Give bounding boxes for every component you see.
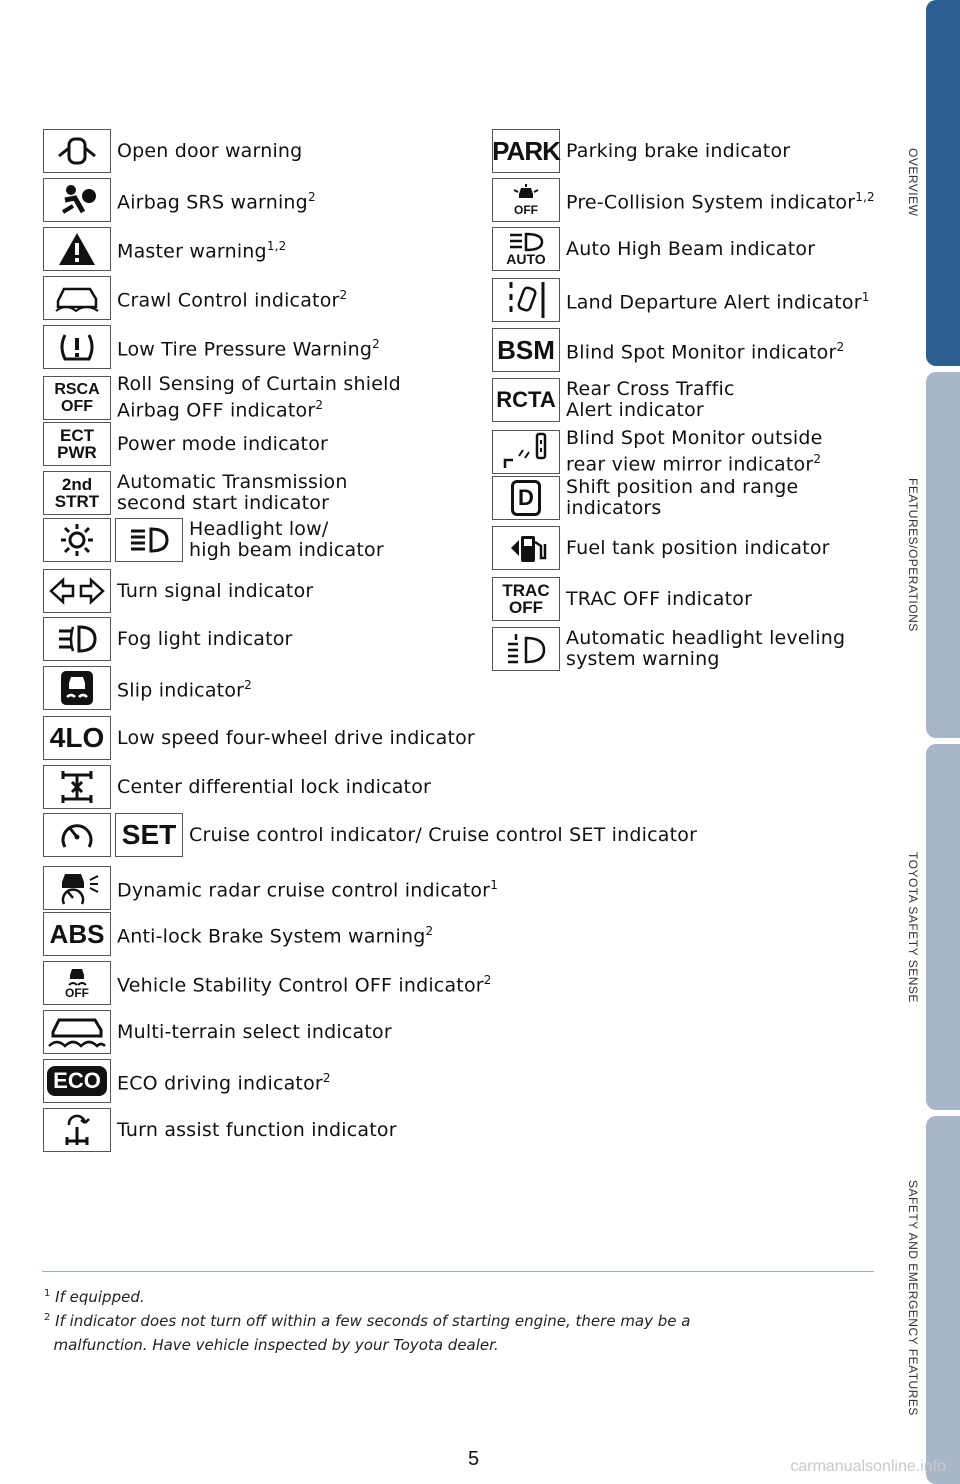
label-rcta-line1: Rear Cross Traffic	[566, 378, 735, 400]
headlight-low-icon	[43, 518, 111, 562]
label-vsc-off-text: Vehicle Stability Control OFF indicator	[117, 974, 484, 997]
tab-features-operations[interactable]	[926, 372, 960, 738]
footnote-2	[44, 1306, 690, 1357]
footnote-2-mark: 2	[44, 1312, 51, 1323]
eco-text: ECO	[53, 1068, 101, 1093]
fuel-tank-icon	[492, 526, 560, 570]
bsm-mirror-icon	[492, 430, 560, 474]
auto-text: AUTO	[506, 250, 546, 267]
master-warning-icon	[43, 227, 111, 271]
label-bsm-text: Blind Spot Monitor indicator	[566, 341, 837, 364]
label-shift-position	[566, 477, 798, 519]
tire-pressure-icon	[43, 325, 111, 369]
shift-position-icon	[492, 476, 560, 520]
indicator-ect-pwr	[43, 422, 328, 466]
rsca-off-text: OFF	[61, 397, 93, 415]
label-headlight-line2: high beam indicator	[189, 539, 384, 561]
crawl-control-icon	[43, 276, 111, 320]
label-leveling-line1: Automatic headlight leveling	[566, 627, 846, 649]
sup-vsc-off: 2	[483, 972, 492, 987]
label-open-door: Open door warning	[117, 139, 303, 162]
trac-off-icon	[492, 577, 560, 621]
label-abs-text: Anti-lock Brake System warning	[117, 925, 426, 948]
open-door-icon	[43, 129, 111, 173]
sup-airbag: 2	[307, 189, 316, 204]
footnote-divider	[42, 1271, 874, 1272]
side-label-safety: SAFETY AND EMERGENCY FEATURES	[906, 1180, 920, 1416]
rsca-text: RSCA	[54, 380, 100, 398]
label-bsm-mirror-line2: rear view mirror indicator	[566, 453, 814, 476]
sup-radar-cruise: 1	[490, 877, 499, 892]
indicator-slip	[43, 666, 252, 710]
sup-tire-pressure: 2	[372, 336, 381, 351]
sup-bsm: 2	[836, 339, 845, 354]
label-lane-departure-text: Land Departure Alert indicator	[566, 291, 862, 314]
sup-bsm-mirror: 2	[813, 452, 822, 466]
indicator-fog-light	[43, 617, 293, 661]
label-tire-pressure-text: Low Tire Pressure Warning	[117, 338, 373, 361]
label-shift-line1: Shift position and range	[566, 476, 799, 498]
indicator-radar-cruise	[43, 866, 498, 910]
label-rcta-line2: Alert indicator	[566, 399, 704, 421]
auto-high-beam-icon	[492, 227, 560, 271]
park-text: PARK	[492, 136, 560, 166]
watermark: carmanualsonline.info	[790, 1458, 946, 1475]
ect-pwr-icon	[43, 422, 111, 466]
label-rsca-line2: Airbag OFF indicator	[117, 399, 316, 422]
indicator-trac-off	[492, 577, 752, 621]
label-fuel-tank: Fuel tank position indicator	[566, 536, 830, 559]
label-leveling-line2: system warning	[566, 648, 720, 670]
label-2nd-strt-line2: second start indicator	[117, 492, 330, 514]
indicator-tire-pressure	[43, 325, 380, 369]
trac-text: TRAC	[502, 581, 550, 600]
label-headlight-line1: Headlight low/	[189, 518, 329, 540]
sup-rsca: 2	[315, 398, 324, 412]
sup-eco: 2	[322, 1070, 331, 1085]
headlight-leveling-icon	[492, 627, 560, 671]
label-lane-departure	[566, 287, 870, 313]
4lo-icon	[43, 716, 111, 760]
center-diff-lock-icon	[43, 765, 111, 809]
side-label-overview: OVERVIEW	[906, 148, 920, 217]
vsc-off-icon	[43, 961, 111, 1005]
sup-lane-departure: 1	[861, 289, 870, 304]
fog-light-icon	[43, 617, 111, 661]
label-bsm	[566, 337, 844, 363]
label-shift-line2: indicators	[566, 497, 662, 519]
indicator-turn-signal	[43, 569, 313, 613]
label-pre-collision-text: Pre-Collision System indicator	[566, 191, 856, 214]
label-eco-text: ECO driving indicator	[117, 1072, 323, 1095]
label-pre-collision	[566, 187, 875, 213]
label-turn-signal: Turn signal indicator	[117, 579, 314, 602]
lane-departure-icon	[492, 278, 560, 322]
pre-collision-off-text: OFF	[514, 202, 538, 217]
indicator-eco	[43, 1059, 331, 1103]
eco-icon	[43, 1059, 111, 1103]
label-rcta	[566, 379, 735, 421]
label-headlight	[189, 519, 384, 561]
2nd-strt-icon	[43, 471, 111, 515]
label-rsca-line1: Roll Sensing of Curtain shield	[117, 373, 401, 395]
sup-abs: 2	[425, 923, 434, 938]
pre-collision-off-icon	[492, 178, 560, 222]
label-master-warning	[117, 236, 287, 262]
footnote-2-text2: malfunction. Have vehicle inspected by your Toyota dealer.	[53, 1336, 499, 1354]
slip-icon	[43, 666, 111, 710]
indicator-headlight-leveling	[492, 627, 845, 671]
multi-terrain-icon	[43, 1010, 111, 1054]
label-airbag	[117, 187, 316, 213]
indicator-multi-terrain	[43, 1010, 392, 1054]
indicator-rsca-off	[43, 374, 401, 421]
label-vsc-off	[117, 970, 492, 996]
sup-slip: 2	[244, 677, 252, 692]
indicator-center-diff	[43, 765, 431, 809]
tab-overview[interactable]	[926, 0, 960, 366]
label-airbag-text: Airbag SRS warning	[117, 191, 308, 214]
indicator-turn-assist	[43, 1108, 397, 1152]
label-bsm-mirror-line1: Blind Spot Monitor outside	[566, 427, 823, 449]
label-headlight-leveling	[566, 628, 845, 670]
label-multi-terrain: Multi-terrain select indicator	[117, 1020, 392, 1043]
tab-toyota-safety-sense[interactable]	[926, 744, 960, 1110]
park-icon	[492, 129, 560, 173]
side-label-features: FEATURES/OPERATIONS	[906, 478, 920, 632]
rcta-icon	[492, 378, 560, 422]
indicator-crawl-control	[43, 276, 347, 320]
high-beam-icon	[115, 518, 183, 562]
indicator-bsm-mirror	[492, 428, 822, 475]
indicator-fuel-tank	[492, 526, 830, 570]
indicator-lane-departure	[492, 278, 870, 322]
footnote-1-text: If equipped.	[55, 1288, 145, 1306]
indicator-shift-position	[492, 476, 798, 520]
indicator-4lo	[43, 716, 475, 760]
footnote-2-text: If indicator does not turn off within a few seconds of starting engine, there may be a	[55, 1312, 691, 1330]
bsm-text: BSM	[497, 335, 555, 365]
pwr-text: PWR	[57, 443, 97, 462]
footnote-1-mark: 1	[44, 1288, 51, 1299]
label-rsca	[117, 374, 401, 421]
label-fog-light: Fog light indicator	[117, 627, 293, 650]
2nd-text: 2nd	[61, 475, 93, 494]
ect-text: ECT	[59, 426, 94, 445]
abs-text: ABS	[49, 919, 105, 949]
label-eco	[117, 1068, 331, 1094]
side-label-tss: TOYOTA SAFETY SENSE	[906, 852, 920, 1003]
indicator-rcta	[492, 378, 735, 422]
indicator-auto-high-beam	[492, 227, 815, 271]
label-radar-cruise-text: Dynamic radar cruise control indicator	[117, 879, 491, 902]
sup-master-warning: 1,2	[266, 238, 287, 253]
vsc-off-text: OFF	[65, 985, 89, 1000]
sup-crawl-control: 2	[339, 287, 348, 302]
footnote-1	[44, 1282, 145, 1309]
4lo-text: 4LO	[49, 722, 105, 753]
airbag-icon	[43, 178, 111, 222]
label-slip-text: Slip indicator	[117, 679, 245, 702]
label-radar-cruise	[117, 875, 498, 901]
indicator-cruise	[43, 813, 697, 857]
label-crawl-control	[117, 285, 347, 311]
label-4lo: Low speed four-wheel drive indicator	[117, 726, 475, 749]
indicator-airbag	[43, 178, 316, 222]
page-number: 5	[468, 1448, 480, 1470]
indicator-vsc-off	[43, 961, 492, 1005]
label-bsm-mirror	[566, 428, 822, 475]
shift-d-text: D	[518, 485, 534, 510]
bsm-icon	[492, 328, 560, 372]
indicator-park	[492, 129, 790, 173]
tab-safety-emergency[interactable]	[926, 1116, 960, 1484]
label-center-diff: Center differential lock indicator	[117, 775, 432, 798]
label-slip	[117, 675, 252, 701]
label-crawl-control-text: Crawl Control indicator	[117, 289, 340, 312]
indicator-2nd-strt	[43, 471, 348, 515]
label-cruise: Cruise control indicator/ Cruise control SET indicator	[189, 823, 698, 846]
label-trac-off: TRAC OFF indicator	[566, 587, 753, 610]
indicator-open-door	[43, 129, 302, 173]
label-ect-pwr: Power mode indicator	[117, 432, 329, 455]
set-text: SET	[121, 819, 177, 850]
indicator-headlight	[43, 518, 384, 562]
label-auto-high-beam: Auto High Beam indicator	[566, 237, 816, 260]
label-abs	[117, 921, 433, 947]
radar-cruise-icon	[43, 866, 111, 910]
indicator-pre-collision	[492, 178, 875, 222]
strt-text: STRT	[54, 492, 100, 511]
cruise-control-icon	[43, 813, 111, 857]
sup-pre-collision: 1,2	[855, 189, 875, 204]
turn-assist-icon	[43, 1108, 111, 1152]
rsca-off-icon	[43, 376, 111, 420]
trac-off-text: OFF	[509, 598, 543, 617]
indicator-master-warning	[43, 227, 287, 271]
indicator-bsm	[492, 328, 844, 372]
cruise-set-icon	[115, 813, 183, 857]
label-2nd-strt-line1: Automatic Transmission	[117, 471, 348, 493]
label-park: Parking brake indicator	[566, 139, 791, 162]
section-tabs	[926, 0, 960, 1484]
label-master-warning-text: Master warning	[117, 240, 267, 263]
turn-signal-icon	[43, 569, 111, 613]
abs-icon	[43, 912, 111, 956]
label-tire-pressure	[117, 334, 380, 360]
label-2nd-strt	[117, 472, 348, 514]
indicator-abs	[43, 912, 433, 956]
label-turn-assist: Turn assist function indicator	[117, 1118, 397, 1141]
rcta-text: RCTA	[496, 387, 556, 412]
